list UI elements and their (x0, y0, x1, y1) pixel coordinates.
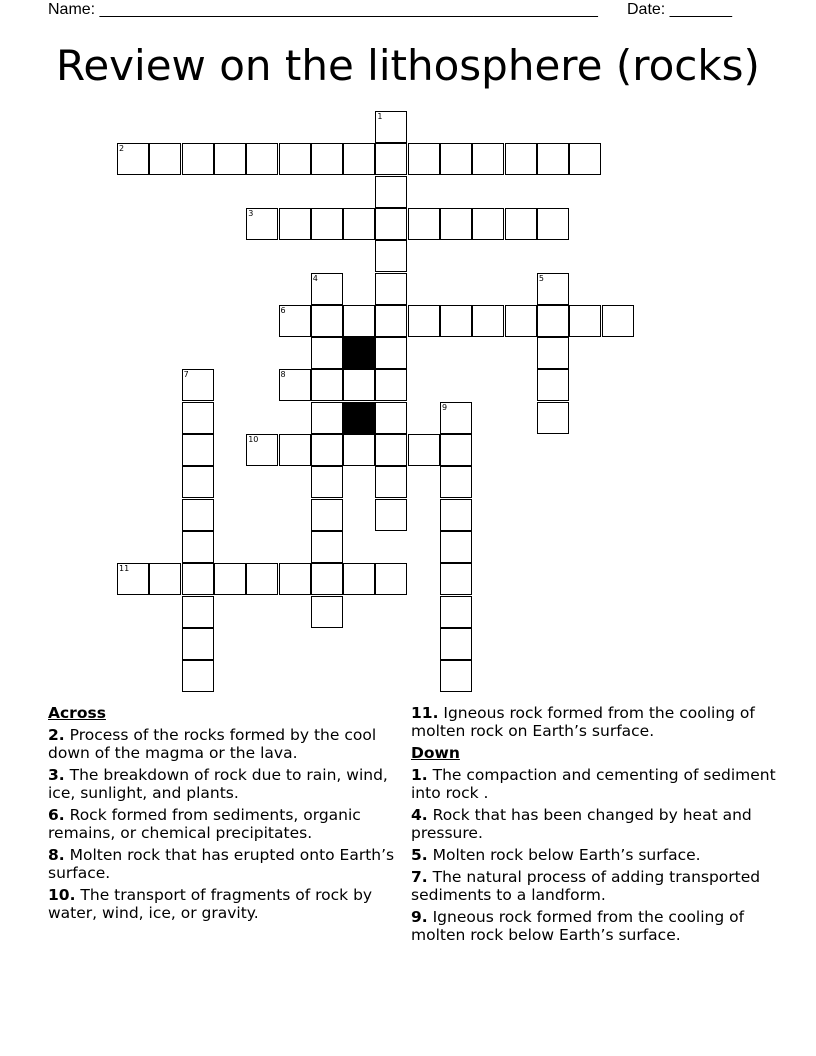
grid-cell[interactable] (311, 434, 343, 466)
grid-cell[interactable] (375, 143, 407, 175)
grid-cell[interactable] (440, 660, 472, 692)
grid-cell[interactable] (472, 143, 504, 175)
grid-cell[interactable] (408, 305, 440, 337)
clue-number: 8 (280, 370, 286, 380)
grid-cell[interactable] (279, 208, 311, 240)
clue-across-3: 3. The breakdown of rock due to rain, wind, ice, sunlight, and plants. (48, 766, 388, 802)
grid-cell[interactable] (182, 660, 214, 692)
clue-across-11: 11. Igneous rock formed from the cooling of molten rock on Earth’s surface. (411, 704, 755, 740)
grid-cell[interactable] (279, 563, 311, 595)
grid-cell[interactable] (279, 434, 311, 466)
grid-cell[interactable] (246, 563, 278, 595)
clue-number: 4 (312, 273, 318, 283)
grid-cell[interactable] (537, 337, 569, 369)
clue-across-6: 6. Rock formed from sediments, organic remains, or chemical precipitates. (48, 806, 361, 842)
clue-number: 3 (248, 208, 254, 218)
grid-cell[interactable] (343, 143, 375, 175)
grid-cell[interactable] (182, 434, 214, 466)
grid-cell[interactable] (375, 369, 407, 401)
grid-cell[interactable] (375, 466, 407, 498)
grid-cell[interactable] (375, 434, 407, 466)
grid-cell[interactable] (279, 305, 311, 337)
grid-cell[interactable] (182, 143, 214, 175)
grid-cell[interactable] (440, 143, 472, 175)
grid-cell[interactable] (375, 111, 407, 143)
black-square (343, 337, 375, 369)
down-heading: Down (411, 744, 460, 762)
clue-number: 1 (377, 112, 383, 121)
clue-down-4: 4. Rock that has been changed by heat and pressure. (411, 806, 752, 842)
date-label: Date: (627, 1, 666, 18)
grid-cell[interactable] (375, 176, 407, 208)
grid-cell[interactable] (375, 337, 407, 369)
grid-cell[interactable] (182, 596, 214, 628)
page-title: Review on the lithosphere (rocks) (56, 41, 760, 90)
clue-number: 11 (119, 564, 130, 574)
grid-cell[interactable] (375, 563, 407, 595)
clue-down-9: 9. Igneous rock formed from the cooling of molten rock below Earth’s surface. (411, 908, 745, 944)
clue-number: 10 (248, 435, 259, 444)
grid-cell[interactable] (182, 531, 214, 563)
grid-cell[interactable] (440, 531, 472, 563)
grid-cell[interactable] (311, 563, 343, 595)
grid-cell[interactable] (537, 208, 569, 240)
grid-cell[interactable] (279, 369, 311, 401)
grid-cell[interactable] (440, 596, 472, 628)
grid-cell[interactable] (311, 273, 343, 305)
grid-cell[interactable] (505, 305, 537, 337)
grid-cell[interactable] (311, 402, 343, 434)
grid-cell[interactable] (182, 628, 214, 660)
clue-number: 2 (119, 144, 125, 154)
grid-cell[interactable] (182, 499, 214, 531)
grid-cell[interactable] (569, 305, 601, 337)
clue-across-8: 8. Molten rock that has erupted onto Earth’s surface. (48, 846, 395, 882)
grid-cell[interactable] (311, 143, 343, 175)
grid-cell[interactable] (214, 563, 246, 595)
grid-cell[interactable] (343, 208, 375, 240)
grid-cell[interactable] (537, 305, 569, 337)
grid-cell[interactable] (537, 143, 569, 175)
grid-cell[interactable] (375, 273, 407, 305)
grid-cell[interactable] (311, 531, 343, 563)
across-heading: Across (48, 704, 106, 722)
grid-cell[interactable] (537, 402, 569, 434)
grid-cell[interactable] (311, 305, 343, 337)
clue-number: 5 (538, 273, 544, 283)
grid-cell[interactable] (569, 143, 601, 175)
grid-cell[interactable] (440, 434, 472, 466)
grid-cell[interactable] (182, 402, 214, 434)
grid-cell[interactable] (375, 208, 407, 240)
clue-down-5: 5. Molten rock below Earth’s surface. (411, 846, 701, 864)
grid-cell[interactable] (375, 240, 407, 272)
grid-cell[interactable] (311, 596, 343, 628)
clue-down-1: 1. The compaction and cementing of sediment into rock . (411, 766, 776, 802)
grid-cell[interactable] (311, 369, 343, 401)
clue-number: 6 (280, 305, 286, 315)
grid-cell[interactable] (182, 563, 214, 595)
grid-cell[interactable] (440, 499, 472, 531)
date-blank[interactable]: _______ (669, 1, 732, 18)
grid-cell[interactable] (311, 499, 343, 531)
grid-cell[interactable] (246, 143, 278, 175)
grid-cell[interactable] (117, 143, 149, 175)
grid-cell[interactable] (343, 369, 375, 401)
grid-cell[interactable] (149, 143, 181, 175)
name-blank[interactable]: ________________________________________________________ (99, 1, 598, 18)
grid-cell[interactable] (375, 305, 407, 337)
grid-cell[interactable] (343, 434, 375, 466)
clues-left-column (48, 704, 413, 926)
black-square (343, 402, 375, 434)
grid-cell[interactable] (182, 466, 214, 498)
grid-cell[interactable] (472, 305, 504, 337)
clue-across-2: 2. Process of the rocks formed by the cool down of the magma or the lava. (48, 726, 377, 762)
grid-cell[interactable] (375, 402, 407, 434)
grid-cell[interactable] (117, 563, 149, 595)
grid-cell[interactable] (537, 369, 569, 401)
grid-cell[interactable] (408, 434, 440, 466)
grid-cell[interactable] (505, 143, 537, 175)
grid-cell[interactable] (311, 466, 343, 498)
grid-cell[interactable] (440, 305, 472, 337)
grid-cell[interactable] (472, 208, 504, 240)
clues-right-column (411, 704, 776, 948)
grid-cell[interactable] (440, 466, 472, 498)
grid-cell[interactable] (182, 369, 214, 401)
grid-cell[interactable] (440, 402, 472, 434)
grid-cell[interactable] (149, 563, 181, 595)
clue-number: 7 (183, 370, 189, 380)
grid-cell[interactable] (375, 499, 407, 531)
grid-cell[interactable] (440, 628, 472, 660)
grid-cell[interactable] (343, 563, 375, 595)
clue-number: 9 (442, 402, 448, 412)
grid-cell[interactable] (440, 563, 472, 595)
grid-cell[interactable] (246, 434, 278, 466)
grid-cell[interactable] (279, 143, 311, 175)
grid-cell[interactable] (602, 305, 634, 337)
grid-cell[interactable] (408, 208, 440, 240)
clue-across-10: 10. The transport of fragments of rock by water, wind, ice, or gravity. (48, 886, 373, 922)
clue-down-7: 7. The natural process of adding transported sediments to a landform. (411, 868, 761, 904)
grid-cell[interactable] (440, 208, 472, 240)
grid-cell[interactable] (408, 143, 440, 175)
grid-cell[interactable] (537, 273, 569, 305)
grid-cell[interactable] (343, 305, 375, 337)
grid-cell[interactable] (214, 143, 246, 175)
name-label: Name: (48, 1, 96, 18)
grid-cell[interactable] (505, 208, 537, 240)
grid-cell[interactable] (311, 337, 343, 369)
grid-cell[interactable] (311, 208, 343, 240)
grid-cell[interactable] (246, 208, 278, 240)
